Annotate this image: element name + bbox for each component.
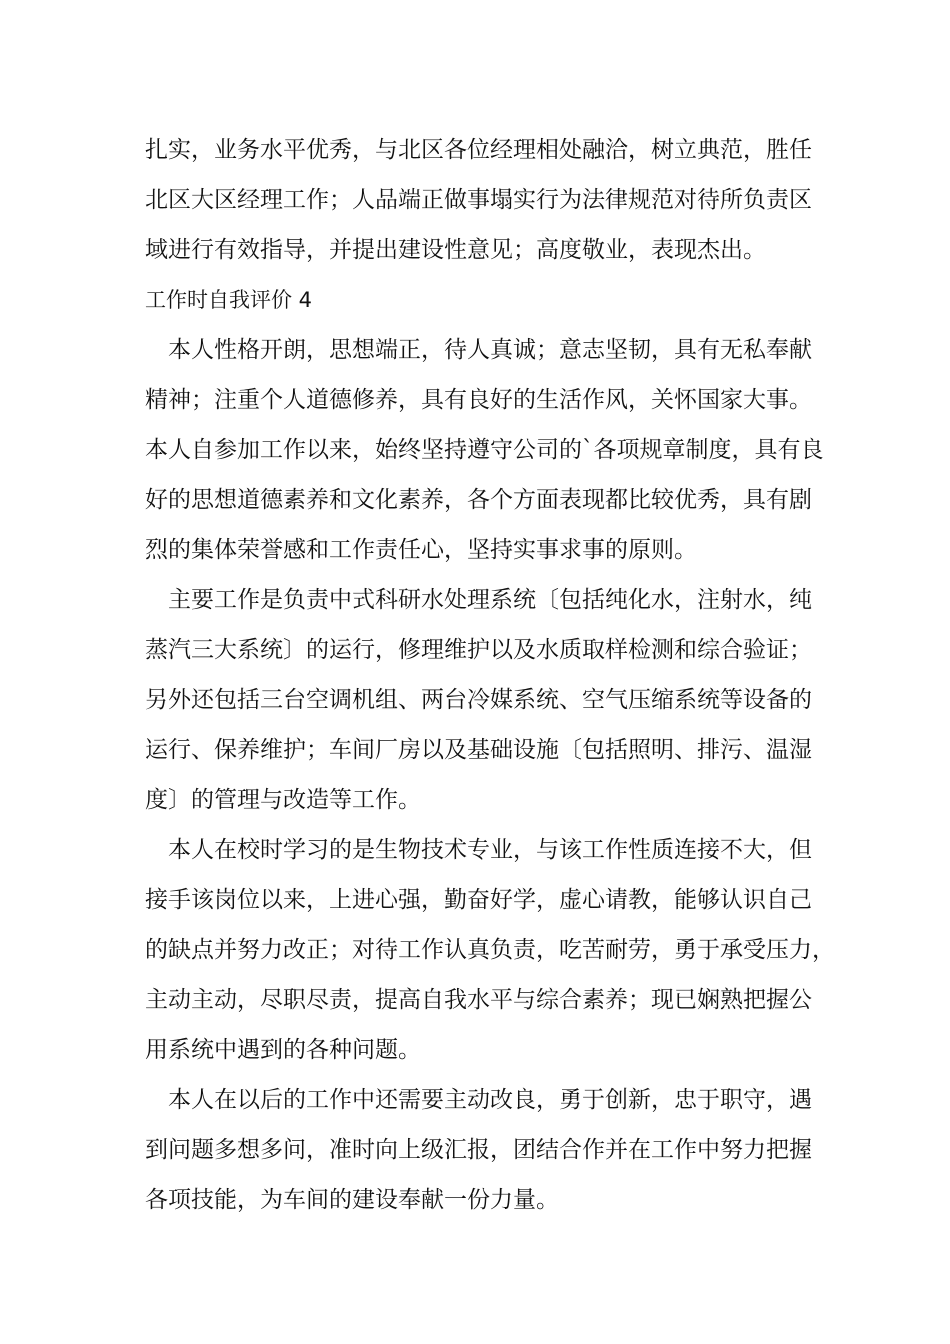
text-line: 主动主动，尽职尽责，提高自我水平与综合素养；现已娴熟把握公 (145, 987, 812, 1013)
section-heading: 工作时自我评价 4 (145, 288, 313, 312)
text-line: 用系统中遇到的各种问题。 (145, 1037, 421, 1063)
text-line: 本人在以后的工作中还需要主动改良，勇于创新，忠于职守，遇 (168, 1087, 812, 1113)
text-line: 北区大区经理工作；人品端正做事塌实行为法律规范对待所负责区 (145, 187, 812, 213)
text-line: 本人在校时学习的是生物技术专业，与该工作性质连接不大，但 (168, 837, 812, 863)
text-line: 域进行有效指导，并提出建设性意见；高度敬业，表现杰出。 (145, 237, 766, 263)
text-line: 接手该岗位以来，上进心强，勤奋好学，虚心请教，能够认识自己 (145, 887, 812, 913)
text-line: 另外还包括三台空调机组、两台冷媒系统、空气压缩系统等设备的 (145, 687, 812, 713)
text-line: 精神；注重个人道德修养，具有良好的生活作风，关怀国家大事。 (145, 387, 812, 413)
text-line: 蒸汽三大系统〕的运行，修理维护以及水质取样检测和综合验证； (145, 637, 812, 663)
text-line: 度〕的管理与改造等工作。 (145, 787, 421, 813)
text-line: 到问题多想多问，准时向上级汇报，团结合作并在工作中努力把握 (145, 1137, 812, 1163)
text-line: 各项技能，为车间的建设奉献一份力量。 (145, 1187, 559, 1213)
text-line: 主要工作是负责中式科研水处理系统〔包括纯化水，注射水，纯 (168, 587, 812, 613)
text-line: 运行、保养维护；车间厂房以及基础设施〔包括照明、排污、温湿 (145, 737, 812, 763)
text-line: 烈的集体荣誉感和工作责任心，坚持实事求事的原则。 (145, 537, 697, 563)
text-line: 本人性格开朗，思想端正，待人真诚；意志坚韧，具有无私奉献 (168, 337, 812, 363)
text-line: 本人自参加工作以来，始终坚持遵守公司的`各项规章制度，具有良 (145, 437, 824, 463)
text-line: 好的思想道德素养和文化素养，各个方面表现都比较优秀，具有剧 (145, 487, 812, 513)
text-line: 的缺点并努力改正；对待工作认真负责，吃苦耐劳，勇于承受压力， (145, 937, 835, 963)
text-line: 扎实，业务水平优秀，与北区各位经理相处融洽，树立典范，胜任 (145, 137, 812, 163)
